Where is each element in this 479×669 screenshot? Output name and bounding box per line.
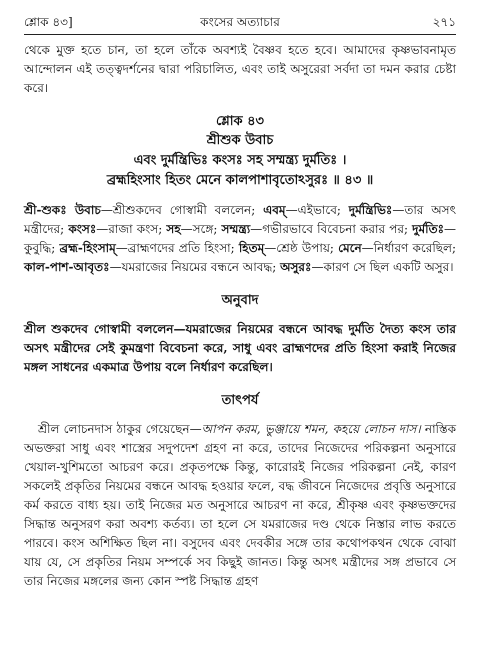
page-number: ২৭১ xyxy=(432,15,456,29)
synonym-meaning: —ব্রাহ্মণদের প্রতি হিংসা; xyxy=(115,241,239,255)
synonym-word: কাল-পাশ-আবৃতঃ xyxy=(24,260,110,274)
header-rule xyxy=(24,34,456,35)
synonym-word: এবম্ xyxy=(263,203,286,217)
verse-reference: শ্লোক ৪৩] xyxy=(24,15,73,29)
synonyms-paragraph xyxy=(24,201,456,277)
synonym-word: সম্মন্ত্র্য xyxy=(221,222,251,236)
purport-title: তাৎপর্য xyxy=(221,393,259,408)
verse-line-1: এবং দুর্মন্ত্রিভিঃ কংসঃ সহ সম্মন্ত্র্য দুর্মতিঃ । xyxy=(133,153,347,168)
synonym-meaning: —গভীরভাবে বিবেচনা করার পর; xyxy=(250,222,413,236)
synonym-meaning: —কারণ সে ছিল একটি অসুর। xyxy=(311,260,454,274)
purport-body: নাস্তিক অভক্তরা সাধু এবং শাস্ত্রের সদুপদেশ গ্রহণ না করে, তাদের নিজেদের পরিকল্পনা অনুসারে খেয়াল-খুশিমতো আচরণ করে। প্রকৃতপক্ষে কিন্তু, কারোরই নিজের পরিকল্পনা নেই, কারণ সকলেই প্রকৃতির নিয়মের বন্ধনে আবদ্ধ হওয়ার ফলে, বদ্ধ জীবনে নিজেদের প্রবৃত্তি অনুসারে কর্ম করতে বাধ্য হয়। তাই নিজের মত অনুসারে আচরণ না করে, শ্রীকৃষ্ণ এবং কৃষ্ণভক্তদের সিদ্ধান্ত অনুসরণ করা অবশ্য কর্তব্য। তা হলে সে যমরাজের দণ্ড থেকে নিস্তার লাভ করতে পারবে। কংস অশিক্ষিত ছিল না। বসুদেব এবং দেবকীর সঙ্গে তার কথোপকথন থেকে বোঝা যায় যে, সে প্রকৃতির নিয়ম সম্পর্কে সব কিছুই জানত। কিন্তু অসৎ মন্ত্রীদের সঙ্গ প্রভাবে সে তার নিজের মঙ্গলের জন্য কোন স্পষ্ট সিদ্ধান্ত গ্রহণ xyxy=(24,422,457,588)
synonym-word: সহ xyxy=(166,222,181,236)
synonym-meaning: —এইভাবে; xyxy=(285,203,349,217)
synonym-word: অসুরঃ xyxy=(280,260,312,274)
synonym-word: ব্রহ্ম-হিংসাম্ xyxy=(59,241,116,255)
running-header xyxy=(24,14,456,34)
synonym-word: কংসঃ xyxy=(68,222,97,236)
synonym-meaning: —কুবুদ্ধি; xyxy=(24,222,456,255)
synonym-meaning: —যমরাজের নিয়মের বন্ধনে আবদ্ধ; xyxy=(109,260,281,274)
synonym-meaning: —শ্রেষ্ঠ উপায়; xyxy=(264,241,339,255)
synonym-word: দুর্মতিঃ xyxy=(412,222,444,236)
synonym-word: মেনে xyxy=(338,241,362,255)
chapter-title: কংসের অত্যাচার xyxy=(200,15,280,29)
synonym-meaning: —রাজা কংস; xyxy=(96,222,167,236)
book-page xyxy=(24,14,456,591)
synonym-word: দুর্মন্ত্রিভিঃ xyxy=(348,203,393,217)
synonym-meaning: —শ্রীশুকদেব গোস্বামী বললেন; xyxy=(100,203,264,217)
synonym-meaning: —নির্ধারণ করেছিল; xyxy=(361,241,457,255)
translation-text: শ্রীল শুকদেব গোস্বামী বললেন—যমরাজের নিয়মের বন্ধনে আবদ্ধ দুর্মতি দৈত্য কংস তার অসৎ মন্ত্রীদের সেই কুমন্ত্রণা বিবেচনা করে, সাধু এবং ব্রাহ্মণদের প্রতি হিংসা করাই নিজের মঙ্গল সাধনের একমাত্র উপায় বলে নির্ধারণ করেছিল। xyxy=(24,322,456,374)
synonym-word: হিতম্ xyxy=(238,241,265,255)
synonym-word: শ্রী-শুকঃ উবাচ xyxy=(24,203,101,217)
verse-line-2: ব্রহ্মহিংসাং হিতং মেনে কালপাশাবৃতোঽসুরঃ ॥ ৪৩ ॥ xyxy=(106,173,374,188)
verse-number: শ্লোক ৪৩ xyxy=(215,114,265,129)
purport-quote: আপন করম, ভুঞ্জায়ে শমন, কহয়ে লোচন দাস। xyxy=(201,422,421,436)
purport-text xyxy=(24,420,456,591)
translation-title: অনুবাদ xyxy=(221,293,259,308)
purport-intro: শ্রীল লোচনদাস ঠাকুর গেয়েছেন— xyxy=(38,422,202,436)
intro-paragraph: থেকে মুক্ত হতে চান, তা হলে তাঁকে অবশ্যই বৈষ্ণব হতে হবে। আমাদের কৃষ্ণভাবনামৃত আন্দোলন এই তত্ত্বদর্শনের দ্বারা পরিচালিত, এবং তাই অসুরেরা সর্বদা তা দমন করার চেষ্টা করে। xyxy=(24,43,456,95)
verse-speaker: শ্রীশুক উবাচ xyxy=(206,133,274,148)
synonym-meaning: —সঙ্গে; xyxy=(180,222,222,236)
synonym-meaning: —তার অসৎ মন্ত্রীদের; xyxy=(24,203,456,236)
